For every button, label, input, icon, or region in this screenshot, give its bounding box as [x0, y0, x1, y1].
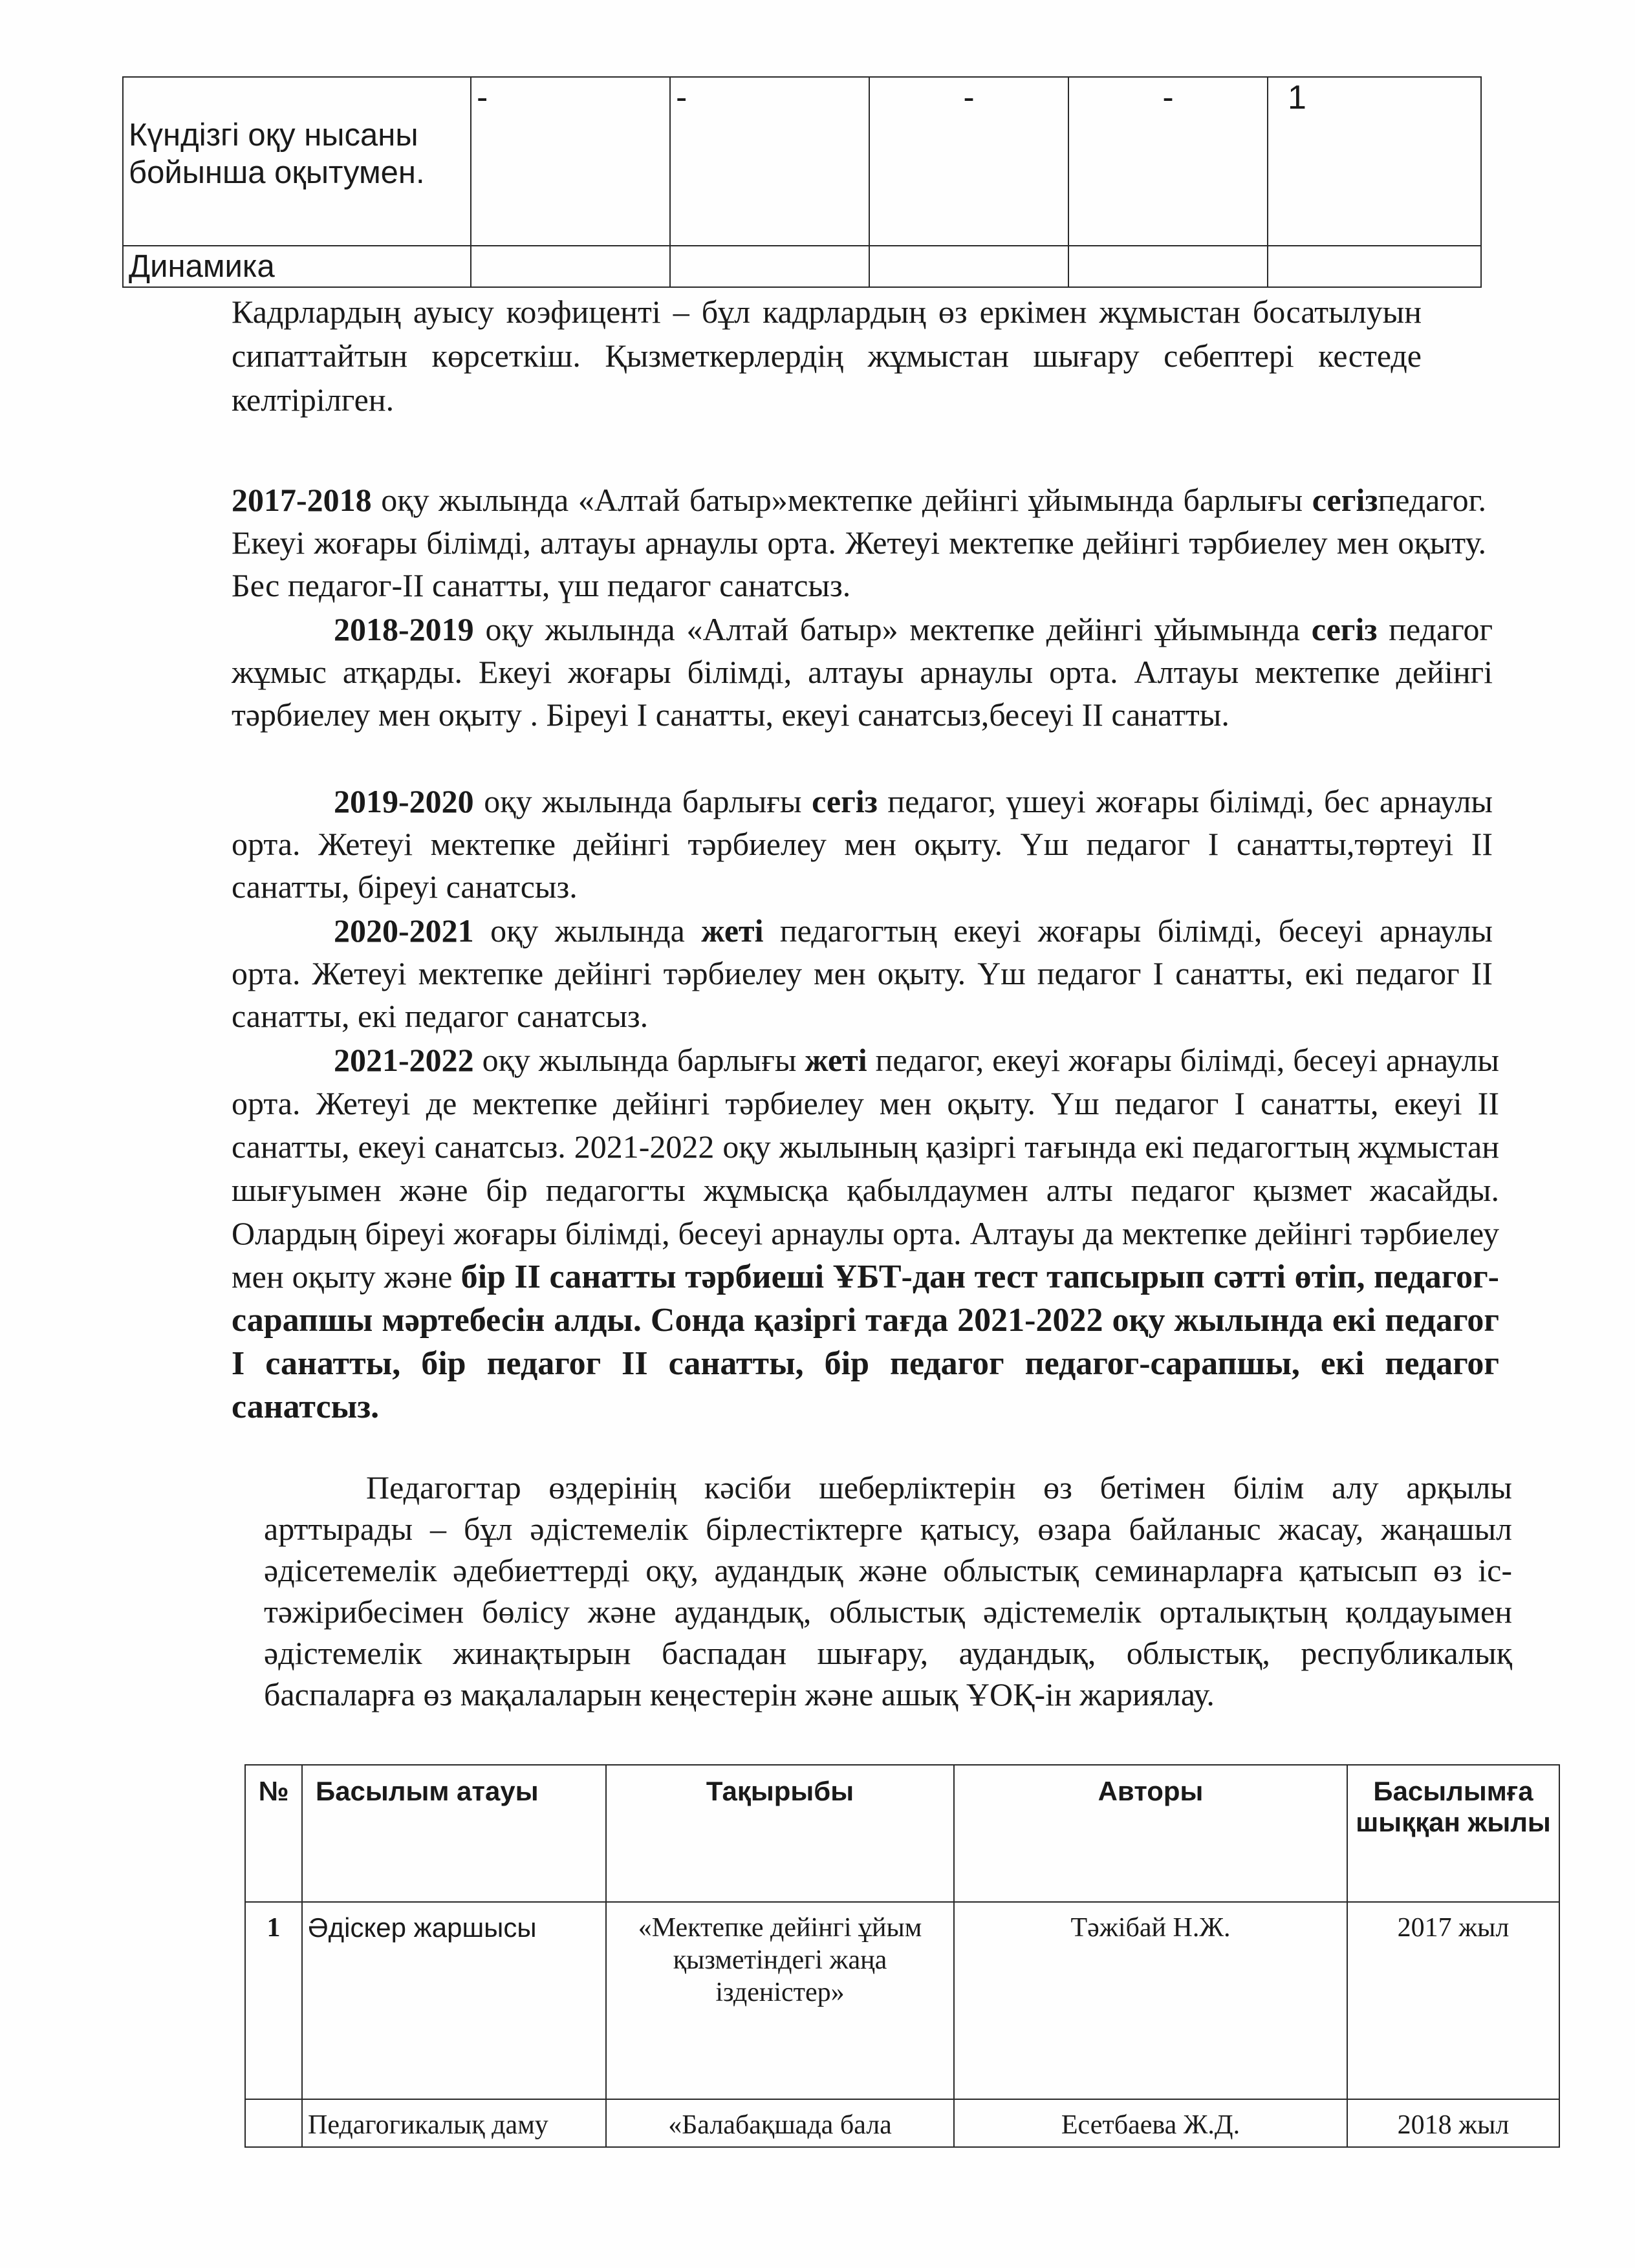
- paragraph-2021: [232, 1039, 1499, 1429]
- publication-topic: «Мектепке дейінгі ұйым қызметіндегі жаңа ізденістер»: [606, 1902, 954, 2099]
- paragraph-text: педагогтың екеуі жоғары білімді, бесеуі арнаулы орта. Жетеуі мектепке дейінгі тәрбиелеу мен оқыту. Үш педагог І санатты, екі педагог ІІ санатты, екі педагог санатсыз.: [232, 913, 1493, 1034]
- row-label: Күндізгі оқу нысаны бойынша оқытумен.: [123, 77, 471, 246]
- table-row: [245, 1902, 1559, 2099]
- table-row: [123, 246, 1481, 287]
- year-label: 2021-2022: [334, 1042, 474, 1078]
- paragraph-2018: [232, 608, 1493, 736]
- paragraph-text: оқу жылында барлығы: [473, 783, 812, 819]
- col-header-author: Авторы: [954, 1765, 1347, 1902]
- table-cell: -: [1068, 77, 1268, 246]
- table-cell: 1: [1268, 77, 1481, 246]
- table-header-row: [245, 1765, 1559, 1902]
- col-header-number: №: [245, 1765, 302, 1902]
- table-cell: -: [869, 77, 1068, 246]
- skills-paragraph: Педагогтар өздерінің кәсіби шеберліктерін өз бетімен білім алу арқылы арттырады – бұл әдістемелік бірлестіктерге қатысу, өзара байланыс жасау, жаңашыл әдісетемелік әдебиеттерді оқу, аудандық және облыстық семинарларға қатысып өз іс-тәжірибесімен бөлісу және аудандық, облыстық әдістемелік орталықтың қолдауымен әдістемелік жинақтырын баспадан шығару, аудандық, облыстық, республикалық баспаларға өз мақалаларын кеңестерін және ашық ҰОҚ-ін жариялау.: [264, 1469, 1512, 1712]
- paragraph-text: оқу жылында барлығы: [473, 1042, 805, 1078]
- bold-statement: бір ІІ санатты тәрбиеші ҰБТ-дан тест тапсырып сәтті өтіп, педагог-сарапшы мәртебесін алды. Сонда қазіргі тағда 2021-2022 оқу жылында екі педагог І санатты, бір педагог ІІ санатты, бір педагог педагог-сарапшы, екі педагог санатсыз.: [232, 1258, 1499, 1425]
- publication-topic: «Балабақшада бала: [606, 2099, 954, 2147]
- publication-author: Есетбаева Ж.Д.: [954, 2099, 1347, 2147]
- col-header-publication: Басылым атауы: [302, 1765, 606, 1902]
- publication-year: 2017 жыл: [1347, 1902, 1559, 2099]
- table-cell: -: [471, 77, 670, 246]
- year-label: 2018-2019: [334, 611, 474, 647]
- paragraph-text: оқу жылында «Алтай батыр» мектепке дейінгі ұйымында: [473, 611, 1312, 647]
- bold-count: жеті: [701, 913, 764, 949]
- publication-year: 2018 жыл: [1347, 2099, 1559, 2147]
- publication-name: Педагогикалық даму: [302, 2099, 606, 2147]
- paragraph-text: педагог. Екеуі жоғары білімді, алтауы арнаулы орта. Жетеуі мектепке дейінгі тәрбиелеу мен оқыту. Бес педагог-ІІ санатты, үш педагог санатсыз.: [232, 482, 1486, 603]
- bold-count: сегіз: [1312, 482, 1378, 518]
- col-header-year: Басылымға шыққан жылы: [1347, 1765, 1559, 1902]
- bold-count: жеті: [805, 1042, 867, 1078]
- paragraph-text: педагог, үшеуі жоғары білімді, бес арнаулы орта. Жетеуі мектепке дейінгі тәрбиелеу мен оқыту. Үш педагог І санатты,төртеуі ІІ санатты, біреуі санатсыз.: [232, 783, 1493, 905]
- table-cell: [670, 246, 869, 287]
- year-label: 2019-2020: [334, 783, 474, 819]
- publications-table: [244, 1764, 1560, 2148]
- paragraph-text: оқу жылында «Алтай батыр»мектепке дейінгі ұйымында барлығы: [371, 482, 1312, 518]
- table-cell: [1068, 246, 1268, 287]
- intro-paragraph: Кадрлардың ауысу коэфиценті – бұл кадрлардың өз еркімен жұмыстан босатылуын сипаттайтын көрсеткіш. Қызметкерлердің жұмыстан шығару себептері кестеде келтірілген.: [232, 294, 1422, 418]
- staff-table: [122, 76, 1482, 288]
- table-cell: [1268, 246, 1481, 287]
- publication-name: Әдіскер жаршысы: [302, 1902, 606, 2099]
- paragraph-2019: [232, 780, 1493, 908]
- table-row: [123, 77, 1481, 246]
- bold-count: сегіз: [812, 783, 878, 819]
- paragraph-text: оқу жылында: [473, 913, 702, 949]
- paragraph-text: педагог жұмыс атқарды. Екеуі жоғары білімді, алтауы арнаулы орта. Алтауы мектепке дейінгі тәрбиелеу мен оқыту . Біреуі І санатты, екеуі санатсыз,бесеуі ІІ санатты.: [232, 611, 1493, 733]
- table-cell: -: [670, 77, 869, 246]
- paragraph-text: педагог, екеуі жоғары білімді, бесеуі арнаулы орта. Жетеуі де мектепке дейінгі тәрбиелеу мен оқыту. Үш педагог І санатты, екеуі ІІ санатты, екеуі санатсыз. 2021-2022 оқу жылының қазіргі тағында екі педагогтың жұмыстан шығуымен және бір педагогты жұмысқа қабылдаумен алты педагог қызмет жасайды. Олардың біреуі жоғары білімді, бесеуі арнаулы орта. Алтауы да мектепке дейінгі тәрбиелеу мен оқыту және: [232, 1042, 1499, 1295]
- row-label: Динамика: [123, 246, 471, 287]
- col-header-topic: Тақырыбы: [606, 1765, 954, 1902]
- paragraph-2017: [232, 479, 1486, 607]
- paragraph-2020: [232, 909, 1493, 1037]
- publication-author: Тәжібай Н.Ж.: [954, 1902, 1347, 2099]
- row-number: 1: [245, 1902, 302, 2099]
- year-label: 2020-2021: [334, 913, 474, 949]
- bold-count: сегіз: [1311, 611, 1378, 647]
- year-label: 2017-2018: [232, 482, 372, 518]
- table-cell: [869, 246, 1068, 287]
- table-row: [245, 2099, 1559, 2147]
- row-number: [245, 2099, 302, 2147]
- table-cell: [471, 246, 670, 287]
